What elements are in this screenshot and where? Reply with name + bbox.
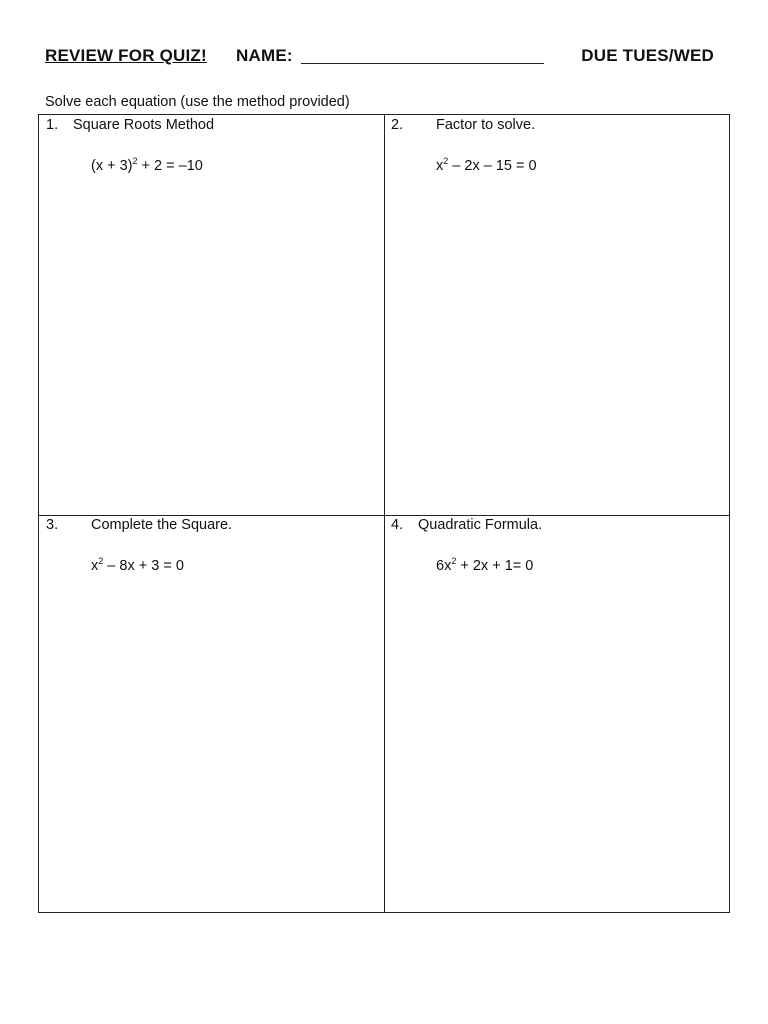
problem-method: Complete the Square.	[91, 517, 233, 533]
problem-method: Square Roots Method	[73, 117, 215, 133]
problem-method: Factor to solve.	[436, 117, 536, 133]
worksheet-header	[45, 46, 720, 72]
name-blank-line[interactable]	[301, 63, 544, 64]
problem-method: Quadratic Formula.	[418, 517, 543, 533]
grid-horizontal-divider	[39, 515, 729, 516]
due-date: DUE TUES/WED	[581, 46, 714, 65]
problem-grid	[38, 114, 730, 913]
problem-number: 1.	[46, 117, 59, 133]
instructions: Solve each equation (use the method provided)	[45, 94, 350, 110]
problem-number: 2.	[391, 117, 404, 133]
problem-equation: $6x^2 + 2x + 1= 0$	[436, 556, 534, 574]
problem-equation: $x^2 - 8x + 3 = 0$	[91, 556, 184, 574]
worksheet-title: REVIEW FOR QUIZ!	[45, 46, 207, 65]
problem-equation: $x^2 - 2x - 15 = 0$	[436, 156, 537, 174]
problem-equation: $(x + 3)^2 + 2 = -10$	[91, 156, 203, 174]
grid-vertical-divider	[384, 115, 385, 912]
name-label: NAME:	[236, 46, 293, 65]
problem-number: 3.	[46, 517, 59, 533]
problem-number: 4.	[391, 517, 404, 533]
